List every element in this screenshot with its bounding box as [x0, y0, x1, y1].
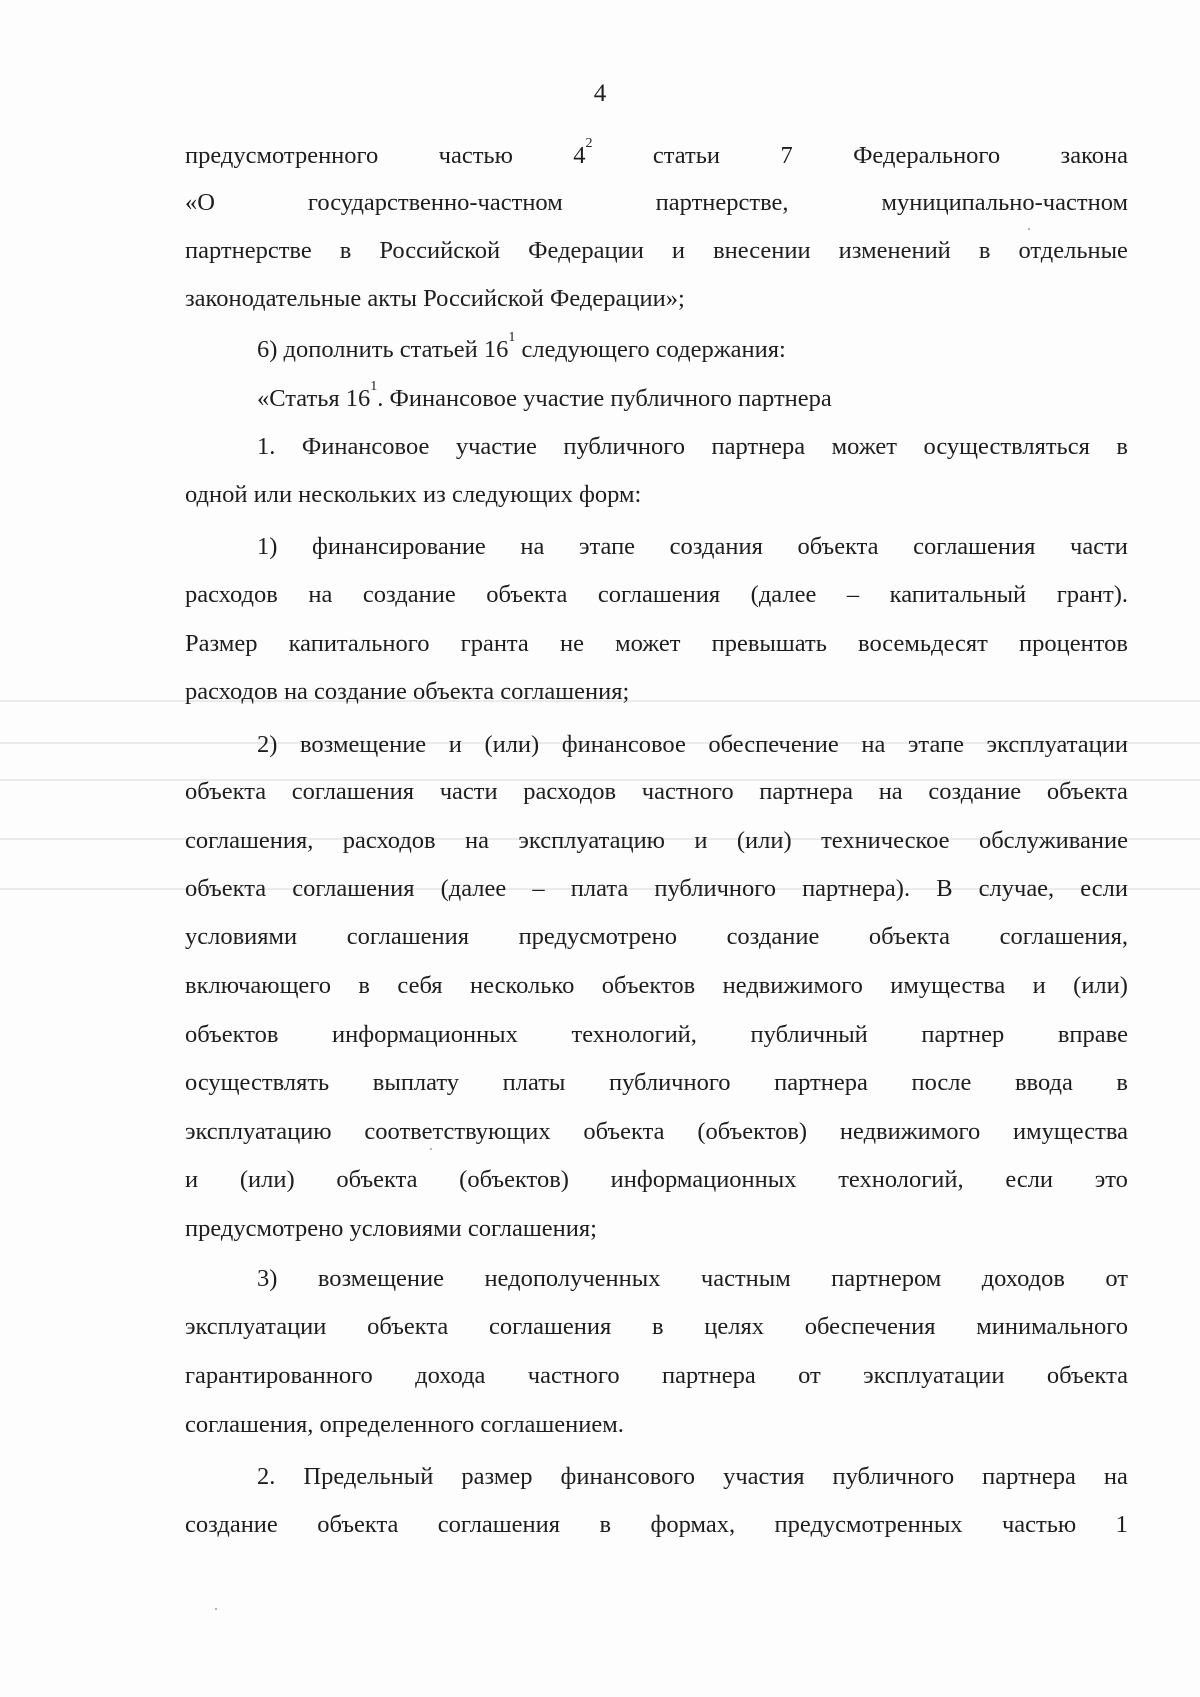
text-line-12: расходов на создание объекта соглашения;: [185, 678, 630, 705]
word: объектов: [601, 972, 696, 999]
word: информационных: [332, 1021, 518, 1048]
word: публичного: [563, 433, 685, 460]
word: закона: [1060, 142, 1128, 169]
word: себя: [397, 972, 443, 999]
text-line-19: [185, 1018, 1128, 1052]
word: (или): [484, 731, 540, 758]
word: финансового: [560, 1463, 696, 1490]
word: объекта: [868, 923, 951, 950]
word: Финансовое: [301, 433, 430, 460]
superscript: 1: [370, 379, 378, 394]
text-line-21: [185, 1115, 1128, 1149]
text-line-7: [257, 430, 1128, 464]
word: соглашения,: [185, 827, 314, 854]
word: после: [911, 1069, 972, 1096]
word: изменений: [838, 237, 951, 264]
text-line-4: законодательные акты Российской Федерации»;: [185, 285, 685, 312]
word: финансовое: [561, 731, 686, 758]
word: обеспечение: [708, 731, 839, 758]
word: восемьдесят: [858, 630, 988, 657]
text-line-3: [185, 234, 1128, 268]
word: статьи: [652, 142, 721, 169]
word: эксплуатации: [986, 731, 1128, 758]
word: несколько: [469, 972, 575, 999]
word: случае,: [978, 875, 1055, 902]
text-line-20: [185, 1066, 1128, 1100]
word: –: [532, 875, 545, 902]
text-line-27: соглашения, определенного соглашением.: [185, 1411, 624, 1438]
word: государственно-частном: [307, 189, 563, 216]
word: партнера: [711, 433, 806, 460]
word: возмещение: [299, 731, 427, 758]
text-line-25: [185, 1310, 1128, 1344]
text-line-23: предусмотрено условиями соглашения;: [185, 1215, 597, 1242]
word: (или): [736, 827, 792, 854]
text-run: . Финансовое участие публичного партнера: [377, 385, 832, 412]
word: 4: [573, 142, 586, 169]
word: (объектов): [459, 1166, 569, 1193]
text-line-2: [185, 186, 1128, 220]
word: на: [465, 827, 489, 854]
word: имущества: [1013, 1118, 1128, 1145]
word: и: [1032, 972, 1046, 999]
word: частью: [438, 142, 513, 169]
text-line-28: [257, 1460, 1128, 1494]
word: соглашения: [346, 923, 469, 950]
word: партнерстве: [185, 237, 312, 264]
word: на: [878, 778, 903, 805]
word: партнера: [982, 1463, 1076, 1490]
word: и: [694, 827, 708, 854]
word: на: [861, 731, 886, 758]
word: выплату: [372, 1069, 460, 1096]
word: эксплуатацию: [185, 1118, 332, 1145]
word: создание: [928, 778, 1022, 805]
word: и: [448, 731, 462, 758]
text-line-18: [185, 969, 1128, 1003]
word: соглашения: [292, 875, 415, 902]
word: если: [1080, 875, 1128, 902]
word: части: [1070, 533, 1128, 560]
text-run: следующего содержания:: [515, 336, 786, 363]
text-line-9: [257, 530, 1128, 564]
word: части: [439, 778, 498, 805]
word: плата: [570, 875, 629, 902]
word: Размер: [185, 630, 258, 657]
word: осуществлять: [185, 1069, 330, 1096]
text-line-22: [185, 1163, 1128, 1197]
word: соглашения: [291, 778, 415, 805]
article-ref: [573, 136, 593, 173]
word: недополученных: [484, 1265, 661, 1292]
word: не: [559, 630, 584, 657]
word: участие: [455, 433, 537, 460]
word: вправе: [1057, 1021, 1128, 1048]
word: 2.: [257, 1463, 276, 1490]
word: в: [1116, 1069, 1128, 1096]
word: объекта: [1046, 1362, 1128, 1389]
word: капитального: [288, 630, 430, 657]
word: муниципально-частном: [881, 189, 1128, 216]
word: объектов: [185, 1021, 279, 1048]
scan-speck: [1028, 228, 1030, 230]
word: 3): [257, 1265, 278, 1292]
word: этапе: [579, 533, 636, 560]
word: Предельный: [303, 1463, 434, 1490]
word: если: [1005, 1166, 1054, 1193]
word: объекта: [336, 1166, 418, 1193]
word: –: [846, 581, 860, 608]
word: партнер: [921, 1021, 1005, 1048]
word: осуществляться: [923, 433, 1090, 460]
word: от: [798, 1362, 821, 1389]
word: 7: [780, 142, 793, 169]
text-line-5: [257, 330, 1128, 367]
article-heading: [257, 379, 1128, 416]
word: 1.: [257, 433, 276, 460]
word: соглашения: [488, 1313, 612, 1340]
text-line-17: [185, 920, 1128, 954]
word: предусмотренного: [185, 142, 379, 169]
word: эксплуатации: [863, 1362, 1005, 1389]
word: ввода: [1014, 1069, 1073, 1096]
word: гранта: [460, 630, 529, 657]
word: предусмотрено: [518, 923, 677, 950]
word: финансирование: [312, 533, 486, 560]
text-line-11: [185, 627, 1128, 661]
word: имущества: [890, 972, 1006, 999]
word: создание: [362, 581, 456, 608]
word: частного: [641, 778, 734, 805]
word: на: [1103, 1463, 1128, 1490]
word: этапе: [907, 731, 964, 758]
text-line-8: одной или нескольких из следующих форм:: [185, 481, 642, 508]
word: обеспечения: [804, 1313, 936, 1340]
word: и: [185, 1166, 199, 1193]
word: соглашения,: [999, 923, 1128, 950]
word: внесении: [713, 237, 811, 264]
word: техническое: [821, 827, 950, 854]
word: партнером: [831, 1265, 942, 1292]
word: Федерации: [528, 237, 644, 264]
word: создания: [669, 533, 763, 560]
word: объекта: [317, 1511, 399, 1538]
text-line-16: [185, 872, 1128, 906]
word: партнера: [759, 778, 854, 805]
word: недвижимого: [722, 972, 863, 999]
word: отдельные: [1018, 237, 1128, 264]
word: целях: [704, 1313, 764, 1340]
word: недвижимого: [839, 1118, 981, 1145]
word: создание: [726, 923, 820, 950]
word: в: [339, 237, 352, 264]
word: партнера).: [802, 875, 911, 902]
word: в: [358, 972, 370, 999]
word: в: [978, 237, 991, 264]
word: от: [1105, 1265, 1128, 1292]
word: соглашения: [597, 581, 721, 608]
word: частью: [1001, 1511, 1077, 1538]
word: Федерального: [853, 142, 1001, 169]
word: доходов: [981, 1265, 1065, 1292]
word: соответствующих: [364, 1118, 551, 1145]
word: возмещение: [317, 1265, 445, 1292]
word: формах,: [650, 1511, 736, 1538]
word: это: [1094, 1166, 1128, 1193]
text-run: «Статья 16: [257, 385, 371, 412]
word: частного: [527, 1362, 620, 1389]
word: объекта: [486, 581, 568, 608]
word: публичный: [750, 1021, 868, 1048]
superscript: 1: [508, 330, 516, 345]
word: Российской: [379, 237, 501, 264]
text-run: 6) дополнить статьей 16: [257, 336, 509, 363]
word: расходов: [523, 778, 617, 805]
word: платы: [502, 1069, 566, 1096]
word: создание: [185, 1511, 278, 1538]
text-line-26: [185, 1359, 1128, 1393]
word: (объектов): [697, 1118, 808, 1145]
word: включающего: [185, 972, 331, 999]
word: 1: [1115, 1511, 1128, 1538]
word: предусмотренных: [774, 1511, 963, 1538]
text-line-10: [185, 578, 1128, 612]
text-line-24: [257, 1262, 1128, 1296]
word: (далее: [440, 875, 507, 902]
text-line-15: [185, 824, 1128, 858]
word: объекта: [797, 533, 879, 560]
word: (или): [239, 1166, 295, 1193]
word: гарантированного: [185, 1362, 373, 1389]
word: условиями: [185, 923, 298, 950]
text-line-13: [257, 728, 1128, 762]
word: размер: [461, 1463, 533, 1490]
word: (далее: [750, 581, 817, 608]
word: и: [671, 237, 686, 264]
word: объекта: [367, 1313, 449, 1340]
word: публичного: [608, 1069, 731, 1096]
word: соглашения: [437, 1511, 561, 1538]
word: 2): [257, 731, 278, 758]
word: расходов: [342, 827, 436, 854]
word: процентов: [1019, 630, 1128, 657]
word: эксплуатацию: [518, 827, 665, 854]
word: в: [1116, 433, 1128, 460]
page-number: 4: [593, 80, 607, 107]
word: объекта: [1046, 778, 1128, 805]
word: грант).: [1056, 581, 1128, 608]
word: дохода: [415, 1362, 486, 1389]
word: информационных: [610, 1166, 797, 1193]
word: объекта: [185, 875, 267, 902]
word: (или): [1073, 972, 1128, 999]
word: частным: [700, 1265, 791, 1292]
word: объекта: [583, 1118, 665, 1145]
word: эксплуатации: [185, 1313, 327, 1340]
word: обслуживание: [978, 827, 1128, 854]
word: технологий,: [838, 1166, 964, 1193]
word: может: [615, 630, 681, 657]
word: участия: [723, 1463, 805, 1490]
word: в: [651, 1313, 664, 1340]
word: превышать: [711, 630, 827, 657]
word: публичного: [832, 1463, 955, 1490]
word: «О: [185, 189, 215, 216]
word: партнера: [661, 1362, 756, 1389]
scan-speck: [215, 1608, 217, 1610]
text-line-1: [185, 136, 1128, 173]
word: публичного: [654, 875, 776, 902]
word: 1): [257, 533, 278, 560]
word: соглашения: [913, 533, 1036, 560]
word: объекта: [185, 778, 267, 805]
word: в: [599, 1511, 612, 1538]
word: на: [308, 581, 333, 608]
word: партнера: [774, 1069, 868, 1096]
word: капитальный: [889, 581, 1027, 608]
superscript: 2: [585, 136, 593, 151]
word: партнерстве,: [655, 189, 789, 216]
word: на: [520, 533, 545, 560]
text-line-29: [185, 1508, 1128, 1542]
word: может: [831, 433, 898, 460]
word: В: [936, 875, 953, 902]
text-line-14: [185, 775, 1128, 809]
word: расходов: [185, 581, 278, 608]
word: минимального: [976, 1313, 1128, 1340]
word: технологий,: [571, 1021, 697, 1048]
